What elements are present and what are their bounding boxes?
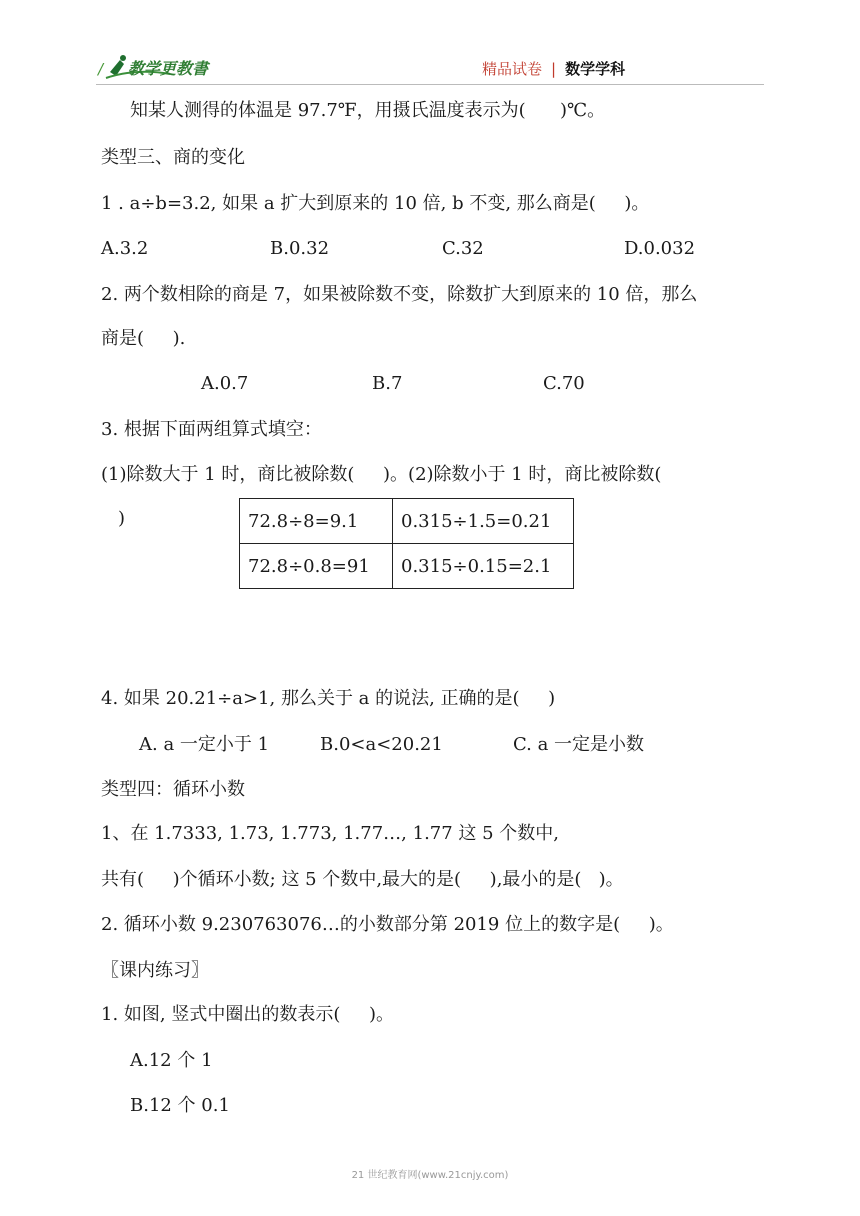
table-cell: 72.8÷0.8=91 — [240, 544, 393, 589]
page-footer: 21 世纪教育网(www.21cnjy.com) — [351, 1170, 509, 1181]
question-line: (1)除数大于 1 时，商比被除数( )。(2)除数小于 1 时，商比被除数( — [101, 464, 662, 485]
header-divider — [96, 84, 764, 85]
option-a: A.3.2 — [101, 238, 149, 259]
question-line: 共有( )个循环小数; 这 5 个数中,最大的是( ),最小的是( )。 — [101, 869, 624, 890]
header-right — [482, 58, 625, 79]
option-c: C.32 — [442, 238, 484, 259]
header-separator: | — [551, 60, 557, 78]
option-a: A.0.7 — [201, 373, 249, 394]
option-a: A.12 个 1 — [130, 1050, 213, 1071]
text-line: 知某人测得的体温是 97.7℉，用摄氏温度表示为( )℃。 — [130, 100, 606, 121]
svg-text:/: / — [98, 60, 104, 78]
option-b: B.12 个 0.1 — [130, 1095, 230, 1116]
table-cell: 72.8÷8=9.1 — [240, 499, 393, 544]
question-line: ) — [118, 508, 126, 529]
header-subject: 数学学科 — [565, 60, 626, 78]
question-line: 2. 循环小数 9.230763076…的小数部分第 2019 位上的数字是( )。 — [101, 914, 674, 935]
brand-logo-text: 教学更教書 — [128, 59, 209, 78]
question-line: 商是( ). — [101, 328, 186, 349]
table-cell: 0.315÷0.15=2.1 — [393, 544, 574, 589]
header-tag: 精品试卷 — [482, 60, 543, 78]
option-b: B.0.32 — [270, 238, 330, 259]
option-c: C. a 一定是小数 — [513, 734, 645, 755]
question-line: 2. 两个数相除的商是 7，如果被除数不变，除数扩大到原来的 10 倍，那么 — [101, 284, 698, 305]
question-line: 4. 如果 20.21÷a>1, 那么关于 a 的说法, 正确的是( ) — [101, 688, 556, 709]
table-cell: 0.315÷1.5=0.21 — [393, 499, 574, 544]
table-row — [240, 499, 574, 544]
option-c: C.70 — [543, 373, 585, 394]
section-heading: 〖课内练习〗 — [101, 960, 209, 981]
question-line: 1、在 1.7333, 1.73, 1.773, 1.77…, 1.77 这 5 个数中, — [101, 823, 560, 844]
table-row — [240, 544, 574, 589]
option-b: B.0<a<20.21 — [320, 734, 443, 755]
section-heading: 类型四：循环小数 — [101, 779, 245, 800]
option-d: D.0.032 — [624, 238, 696, 259]
question-line: 3. 根据下面两组算式填空： — [101, 419, 322, 440]
option-b: B.7 — [372, 373, 403, 394]
equation-table — [239, 498, 574, 589]
question-line: 1 . a÷b=3.2, 如果 a 扩大到原来的 10 倍, b 不变, 那么商是( )。 — [101, 193, 650, 214]
option-a: A. a 一定小于 1 — [139, 734, 270, 755]
question-line: 1. 如图, 竖式中圈出的数表示( )。 — [101, 1004, 394, 1025]
section-heading: 类型三、商的变化 — [101, 147, 245, 168]
